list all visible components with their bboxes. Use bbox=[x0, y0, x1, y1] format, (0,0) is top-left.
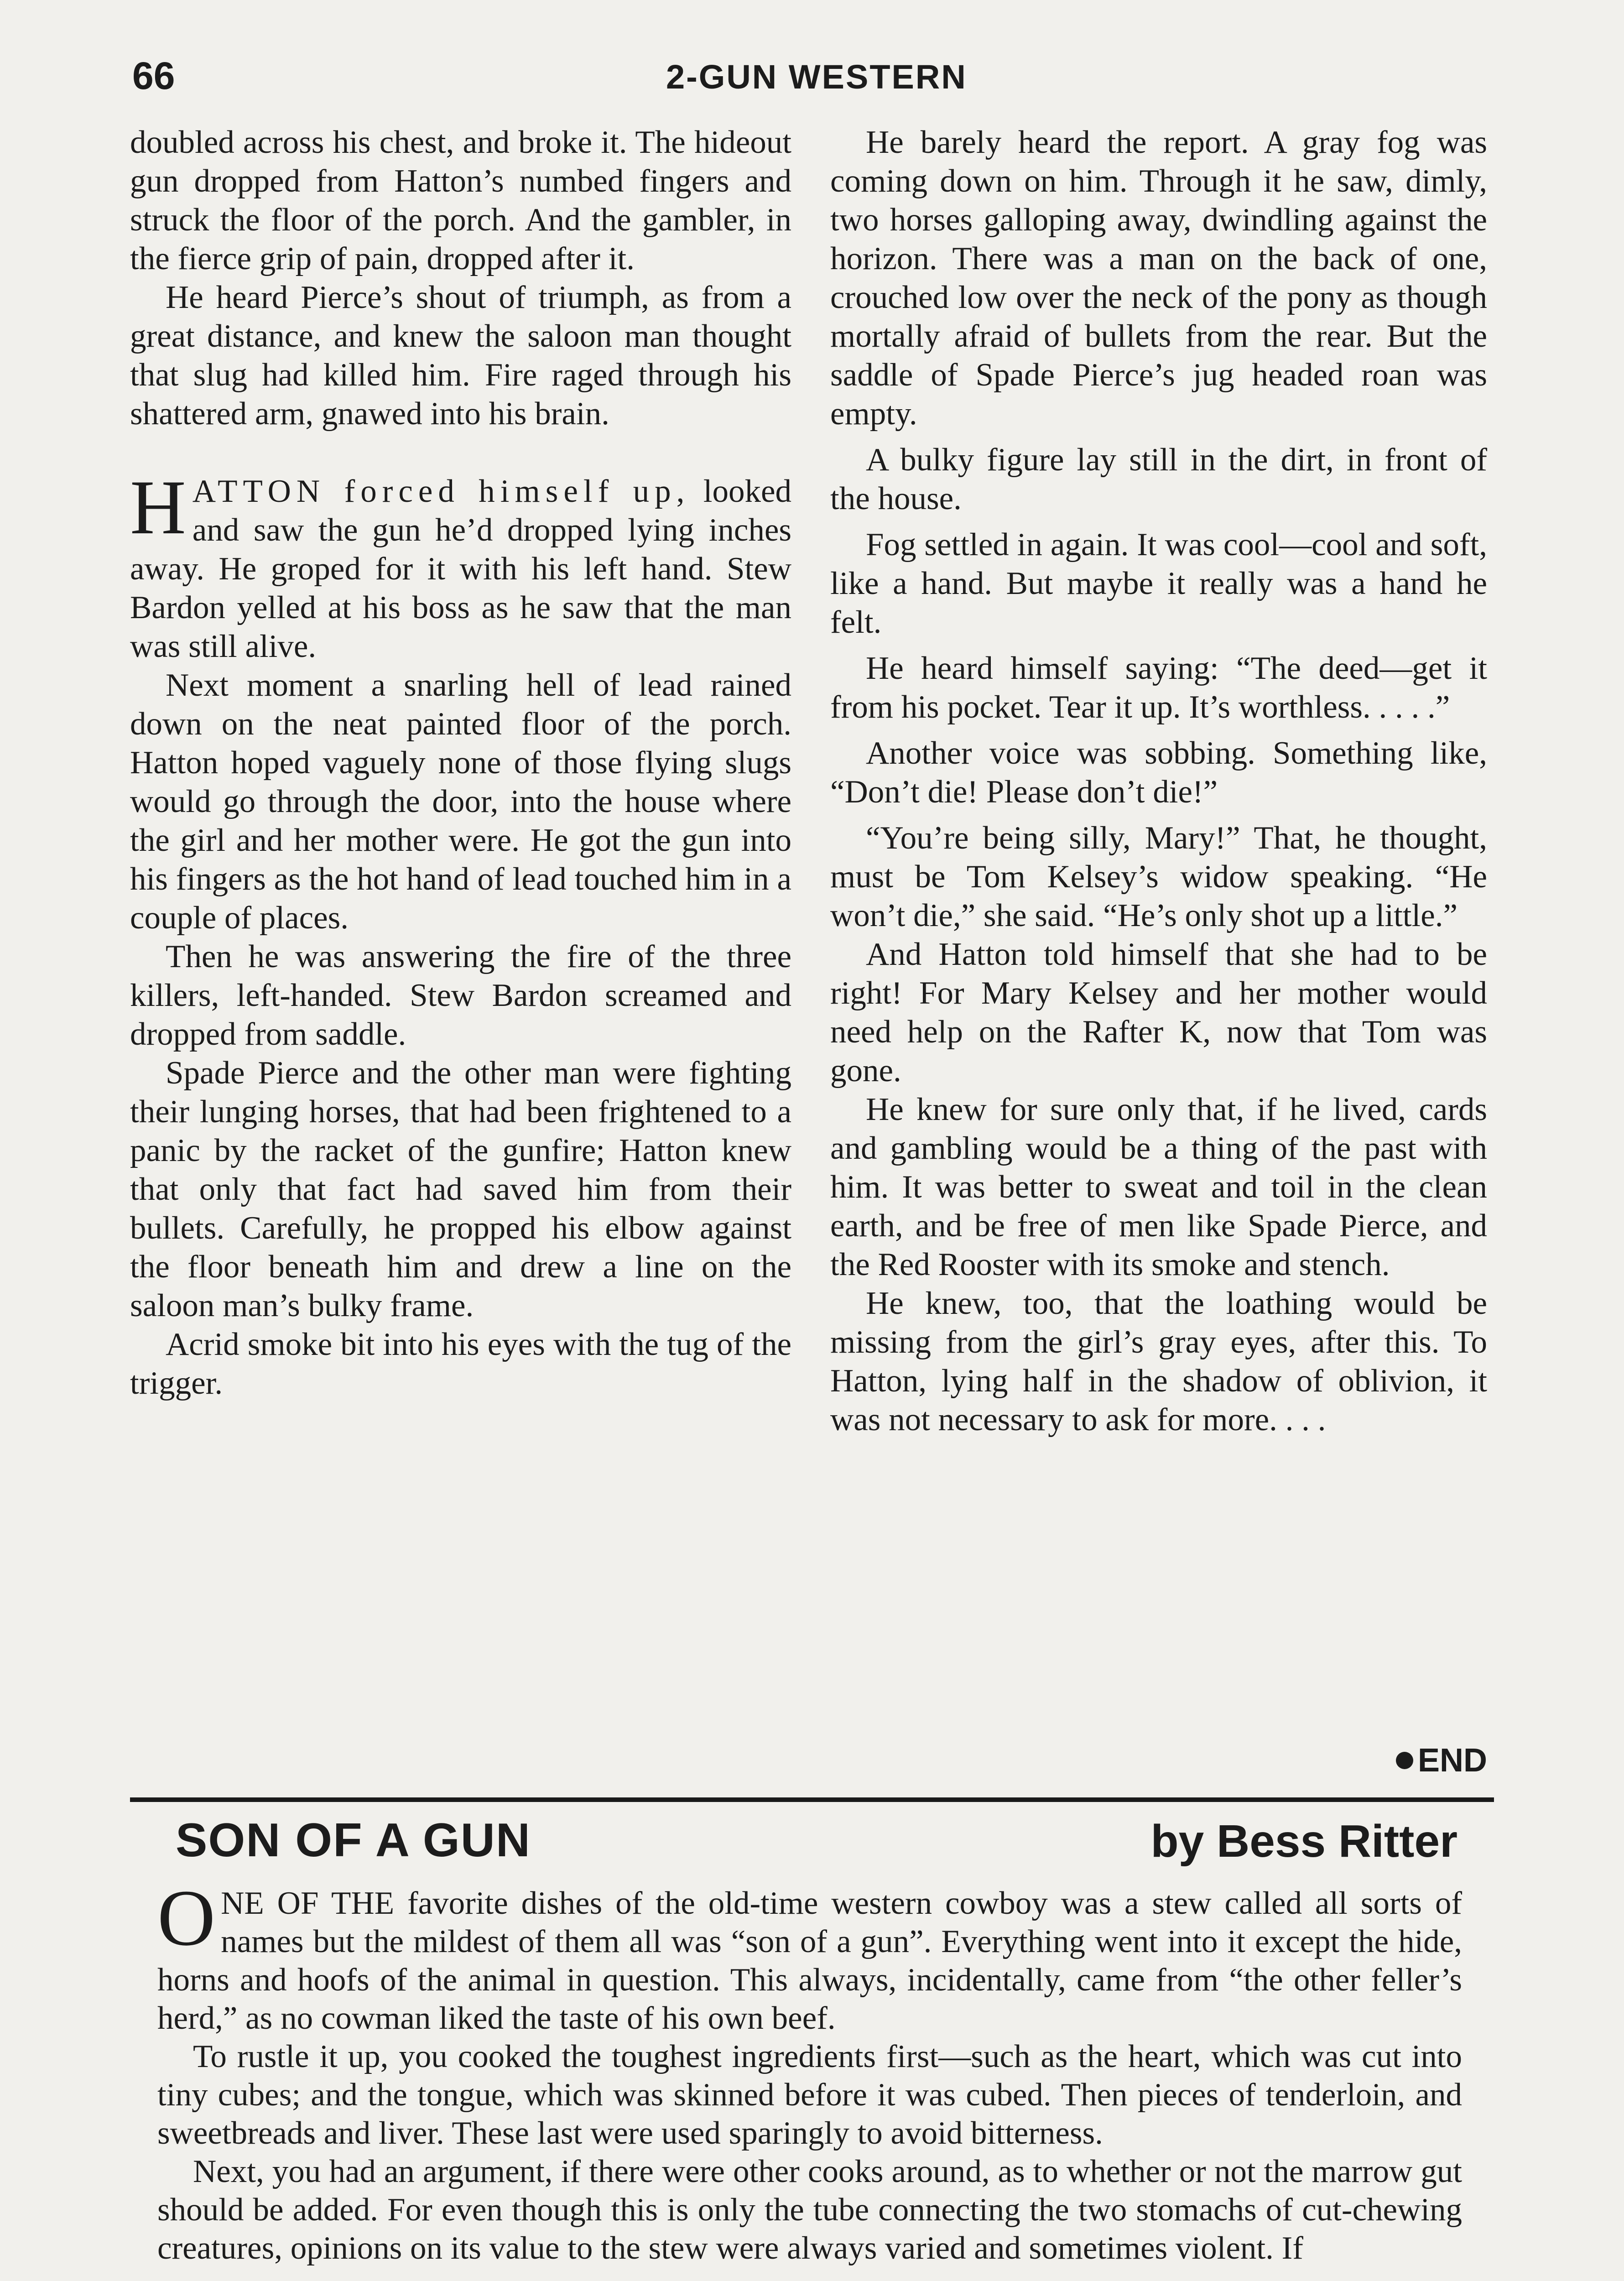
story-paragraph: doubled across his chest, and broke it. The hideout gun dropped from Hatton’s numbed fingers and struck the floor of the porch. And the gambler, in the fierce grip of pain, dropped after it. bbox=[130, 125, 791, 276]
story-paragraph: Spade Pierce and the other man were fighting their lunging horses, that had been frightened to a panic by the racket of the gunfire; Hatton knew that only that fact had saved him from their bullets. Carefully, he propped his elbow against the floor beneath him and drew a line on the saloon man’s bulky frame. bbox=[130, 1055, 791, 1323]
page-number: 66 bbox=[132, 54, 175, 97]
article-paragraph: To rustle it up, you cooked the toughest ingredients first—such as the heart, which was cut into tiny cubes; and the tongue, which was skinned before it was cubed. Then pieces of tenderloin, and sweetbreads and liver. These last were used sparingly to avoid bitterness. bbox=[157, 2039, 1462, 2151]
small-caps-lead: ATTON forced himself up, bbox=[192, 474, 690, 509]
end-marker bbox=[1396, 1742, 1487, 1779]
article-paragraph: Next, you had an argument, if there were other cooks around, as to whether or not the marrow gut should be added. For even though this is only the tube connecting the two stomachs of cut-chewing creatures, opinions on its value to the stew were always varied and sometimes violent. If bbox=[157, 2154, 1462, 2266]
story-text: looked and saw the gun he’d dropped lying inches away. He groped for it with his left hand. Stew Bardon yelled at his boss as he saw that the man was still alive. bbox=[130, 474, 792, 664]
page-header bbox=[132, 54, 1492, 104]
drop-cap: H bbox=[130, 464, 186, 550]
story-section-opening bbox=[130, 464, 792, 666]
story-paragraph: Then he was answering the fire of the three killers, left-handed. Stew Bardon screamed and dropped from saddle. bbox=[130, 939, 791, 1052]
article-text: NE OF THE favorite dishes of the old-time western cowboy was a stew called all sorts of names but the mildest of them all was “son of a gun”. Everything went into it except the hide, horns and hoofs of the animal in question. This always, incidentally, came from “the other feller’s herd,” as no cowman liked the taste of his own beef. bbox=[157, 1885, 1462, 2036]
bullet-icon bbox=[1396, 1752, 1413, 1769]
story-paragraph: He knew for sure only that, if he lived, cards and gambling would be a thing of the past with him. It was better to sweat and toil in the clean earth, and be free of men like Spade Pierce, and the Red Rooster with its smoke and stench. bbox=[830, 1092, 1487, 1282]
story-paragraph: Fog settled in again. It was cool—cool and soft, like a hand. But maybe it really was a hand he felt. bbox=[830, 527, 1487, 640]
story-paragraph: He heard himself saying: “The deed—get it from his pocket. Tear it up. It’s worthless. . . . .” bbox=[830, 651, 1487, 725]
story-paragraph: He knew, too, that the loathing would be missing from the girl’s gray eyes, after this. To Hatton, lying half in the shadow of oblivion, it was not necessary to ask for more. . . . bbox=[830, 1286, 1487, 1437]
end-label: END bbox=[1417, 1742, 1487, 1779]
drop-cap: O bbox=[157, 1874, 216, 1963]
story-paragraph: Next moment a snarling hell of lead rained down on the neat painted floor of the porch. Hatton hoped vaguely none of those flying slugs would go through the door, into the house where the girl and her mother were. He got the gun into his fingers as the hot hand of lead touched him in a couple of places. bbox=[130, 667, 791, 936]
story-paragraph: A bulky figure lay still in the dirt, in front of the house. bbox=[830, 442, 1487, 516]
section-divider bbox=[130, 1797, 1494, 1802]
article-byline: by Bess Ritter bbox=[1150, 1816, 1457, 1867]
story-right-column bbox=[830, 123, 1487, 1439]
story-paragraph: Another voice was sobbing. Something like, “Don’t die! Please don’t die!” bbox=[830, 735, 1487, 810]
article-paragraph bbox=[157, 1874, 1462, 2037]
story-paragraph: And Hatton told himself that she had to be right! For Mary Kelsey and her mother would need help on the Rafter K, now that Tom was gone. bbox=[830, 937, 1487, 1088]
story-paragraph: Acrid smoke bit into his eyes with the tug of the trigger. bbox=[130, 1327, 791, 1401]
magazine-title: 2-GUN WESTERN bbox=[666, 58, 967, 96]
story-paragraph: He barely heard the report. A gray fog was coming down on him. Through it he saw, dimly, two horses galloping away, dwindling against the horizon. There was a man on the back of one, crouched low over the neck of the pony as though mortally afraid of bullets from the rear. But the saddle of Spade Pierce’s jug headed roan was empty. bbox=[830, 125, 1487, 432]
article-body bbox=[157, 1874, 1462, 2267]
story-left-column bbox=[130, 123, 791, 1403]
article-header bbox=[176, 1813, 1457, 1868]
article-title: SON OF A GUN bbox=[176, 1814, 531, 1867]
story-paragraph: “You’re being silly, Mary!” That, he thought, must be Tom Kelsey’s widow speaking. “He won’t die,” she said. “He’s only shot up a little.” bbox=[830, 820, 1487, 933]
story-paragraph: He heard Pierce’s shout of triumph, as from a great distance, and knew the saloon man thought that slug had killed him. Fire raged through his shattered arm, gnawed into his brain. bbox=[130, 280, 791, 432]
